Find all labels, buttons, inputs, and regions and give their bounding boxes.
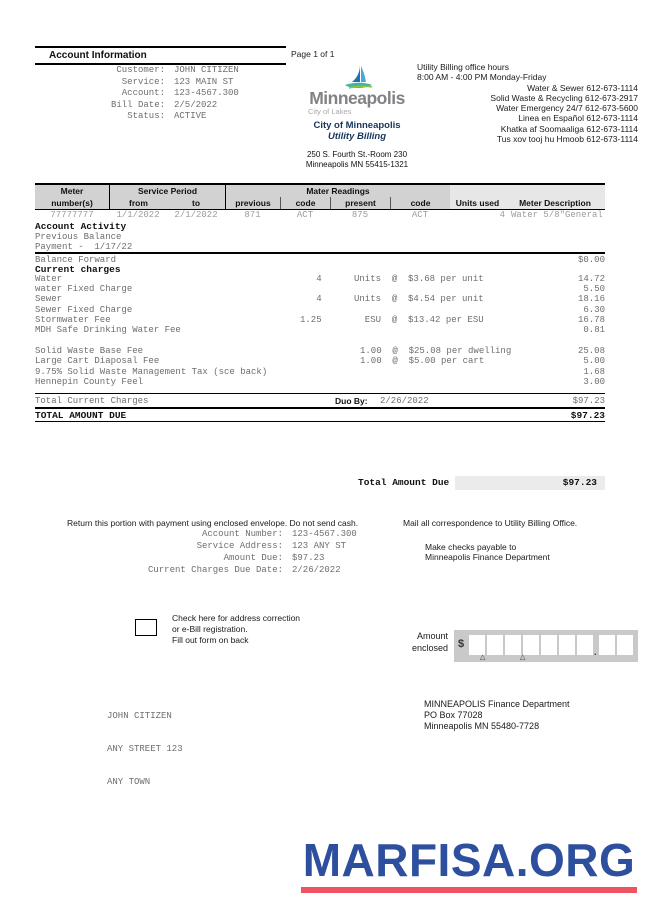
total-amount-due-row: TOTAL AMOUNT DUE $97.23: [35, 410, 605, 421]
stub-field-row: Service Address: 123 ANY ST: [196, 540, 347, 551]
account-info-row: Customer: JOHN CITIZEN: [116, 65, 239, 75]
previous-balance-label: Previous Balance: [35, 232, 122, 242]
meter-readings-table: [35, 183, 605, 221]
city-logo: [282, 64, 432, 170]
phone-line: Solid Waste & Recycling 612-673-2917: [490, 93, 638, 104]
phone-line: Tus xov tooj hu Hmoob 612-673-1114: [496, 133, 638, 144]
total-current-charges-row: Total Current Charges Duo By: 2/26/2022 $97.23: [35, 396, 605, 406]
logo-tagline: City of Lakes: [308, 107, 352, 116]
stub-field-row: Amount Due: $97.23: [223, 552, 325, 563]
account-info-row: Status: ACTIVE: [127, 111, 207, 122]
divider: [35, 407, 605, 409]
site-watermark: [298, 836, 640, 893]
watermark-underline: [301, 887, 637, 893]
customer-mailing-address: JOHN CITIZEN ANY STREET 123 ANY TOWN: [107, 711, 183, 787]
divider: [35, 393, 605, 394]
checkbox-instruction: Check here for address correction or e-Bill registration. Fill out form on back: [172, 613, 301, 645]
payment-line: Payment - 1/17/22: [35, 242, 133, 252]
account-info-fields: [35, 65, 239, 123]
charge-row: Sewer 4 Units @ $4.54 per unit 18.16: [35, 294, 605, 305]
charge-row: Water 4 Units @ $3.68 per unit 14.72: [35, 274, 605, 284]
divider: [35, 421, 605, 422]
account-info-row: Service: 123 MAIN ST: [121, 76, 234, 87]
amount-digit-cell: [559, 635, 575, 655]
watermark-text: MARFISA.ORG: [302, 834, 636, 886]
charge-row: Large Cart Diaposal Fee 1.00 @ $5.00 per cart 5.00: [35, 356, 605, 367]
table-group-header-row: Meter Service Period Mater Readings: [35, 183, 605, 197]
charge-row: Sewer Fixed Charge 6.30: [35, 304, 605, 315]
table-header-row: number(s) from to previous code present code Units used Meter Description: [35, 197, 605, 210]
office-hours-line: 8:00 AM - 4:00 PM Monday-Friday: [417, 72, 547, 83]
address-correction-checkbox[interactable]: [135, 619, 157, 636]
due-by-date: 2/26/2022: [380, 396, 429, 406]
office-hours-line: Utility Billing office hours: [417, 62, 509, 72]
amount-digit-cell: [469, 635, 485, 655]
total-amount-due-summary: [35, 476, 605, 490]
mail-note: Mail all correspondence to Utility Billing Office.: [403, 518, 578, 528]
sailboat-icon: [282, 64, 432, 90]
charge-row: water Fixed Charge 5.50: [35, 284, 605, 295]
return-portion-note: Return this portion with payment using enclosed envelope. Do not send cash.: [67, 518, 359, 528]
amount-digit-cell: [505, 635, 521, 655]
checks-payable-note: Make checks payable to Minneapolis Finance Department: [425, 542, 550, 562]
currency-symbol: $: [458, 638, 465, 650]
phone-line: Water & Sewer 612-673-1114: [527, 82, 638, 93]
charge-row: 9.75% Solid Waste Management Tax (sce back) 1.68: [35, 366, 605, 377]
office-hours-block: [417, 62, 638, 144]
phone-line: Linea en Español 612-673-1114: [518, 113, 638, 124]
phone-line: Water Emergency 24/7 612-673-5600: [496, 103, 638, 114]
amount-enclosed-box: [454, 630, 638, 662]
divider: [35, 252, 605, 254]
dept-name: Utility Billing: [327, 131, 387, 142]
comma-marker-icon: △: [520, 654, 526, 661]
logo-wordmark: Minneapolis: [309, 88, 405, 108]
amount-digit-cell: [487, 635, 503, 655]
amount-digit-cell: [541, 635, 557, 655]
account-info-row: Bill Date: 2/5/2022: [110, 99, 218, 110]
decimal-point: .: [594, 647, 597, 657]
remittance-address: MINNEAPOLIS Finance Department PO Box 77028 Minneapolis MN 55480-7728: [424, 699, 570, 731]
office-address: 250 S. Fourth St.-Room 230 Minneapolis MN 55415-1321: [305, 150, 409, 169]
account-information-title: Account Information: [35, 46, 286, 65]
stub-fields: [35, 529, 357, 577]
amount-enclosed-label: Amount enclosed: [411, 631, 448, 653]
stub-field-row: Account Number: 123-4567.300: [201, 529, 357, 539]
comma-marker-icon: △: [480, 654, 486, 661]
charge-row: Solid Waste Base Fee 1.00 @ $25.08 per dwelling 25.08: [35, 346, 605, 357]
stub-field-row: Current Charges Due Date: 2/26/2022: [147, 564, 341, 575]
org-name: City of Minneapolis: [313, 120, 401, 131]
account-info-row: Account: 123-4567.300: [121, 88, 239, 99]
charges-list: [35, 274, 605, 387]
amount-digit-cell: [523, 635, 539, 655]
account-activity-title: Account Activity: [35, 221, 127, 232]
page-number: Page 1 of 1: [291, 49, 335, 59]
charge-row: MDH Safe Drinking Water Fee 0.81: [35, 324, 605, 335]
phone-line: Khatka af Soomaaliga 612-673-1114: [500, 123, 638, 134]
amount-digit-cell: [577, 635, 593, 655]
summary-label: Total Amount Due: [358, 477, 450, 488]
current-charges-title: Current charges: [35, 264, 121, 275]
charge-row: Stormwater Fee 1.25 ESU @ $13.42 per ESU 16.78: [35, 314, 605, 325]
phone-list: [417, 83, 638, 144]
amount-digit-cell: [617, 635, 633, 655]
meter-data-row: 77777777 1/1/2022 2/1/2022 871 ACT 875 ACT 4 Water 5/8"General: [50, 210, 603, 220]
amount-digit-cell: [599, 635, 615, 655]
charge-row: Hennepin County Feel 3.00: [35, 376, 605, 387]
summary-amount: $97.23: [562, 477, 597, 488]
balance-forward-row: Balance Forward $0.00: [35, 255, 605, 265]
due-by-label: Duo By:: [335, 396, 368, 406]
